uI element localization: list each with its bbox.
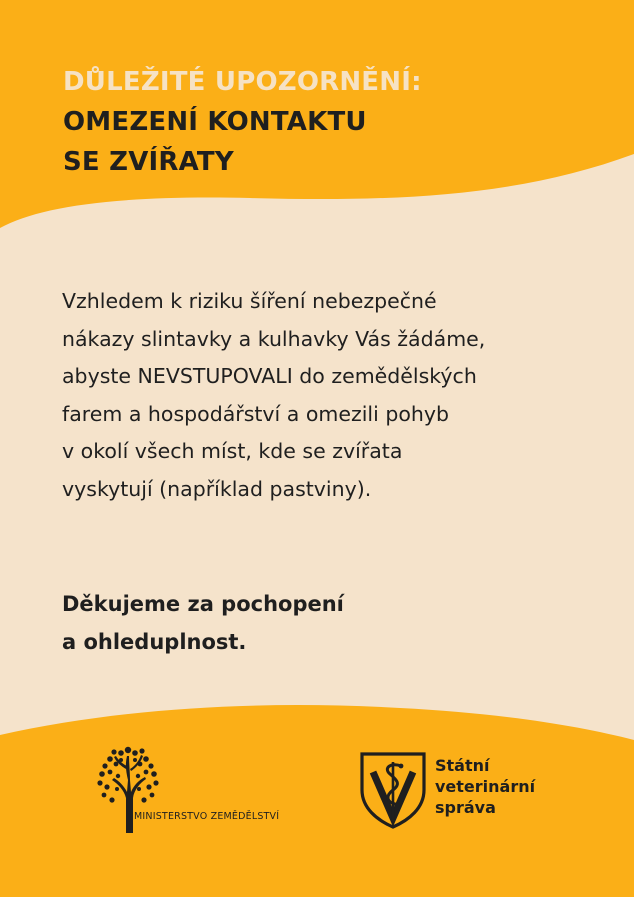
headline [63, 62, 422, 182]
aesculapius-shield-icon [357, 750, 429, 830]
body-line: nákazy slintavky a kulhavky Vás žádáme, [62, 326, 486, 351]
ministry-name: MINISTERSTVO ZEMĚDĚLSTVÍ [134, 811, 280, 822]
headline-line-1: OMEZENÍ KONTAKTU [63, 107, 367, 137]
body-line: farem a hospodářství a omezili pohyb [62, 401, 450, 426]
notice-body [62, 283, 602, 508]
headline-overline: DŮLEŽITÉ UPOZORNĚNÍ: [63, 67, 422, 97]
svs-name-line: správa [435, 798, 496, 817]
thanks-message [62, 586, 344, 661]
body-line: v okolí všech míst, kde se zvířata [62, 439, 403, 463]
thanks-line: a ohleduplnost. [62, 629, 247, 654]
svs-name-line: Státní [435, 756, 490, 775]
svs-name-line: veterinární [435, 777, 536, 796]
body-line: vyskytují (například pastviny). [62, 476, 372, 501]
svs-name [435, 755, 535, 818]
headline-line-2: SE ZVÍŘATY [63, 147, 234, 177]
thanks-line: Děkujeme za pochopení [62, 592, 344, 616]
body-line: abyste NEVSTUPOVALI do zemědělských [62, 364, 477, 388]
body-line: Vzhledem k riziku šíření nebezpečné [62, 289, 437, 313]
tree-icon [88, 740, 318, 840]
